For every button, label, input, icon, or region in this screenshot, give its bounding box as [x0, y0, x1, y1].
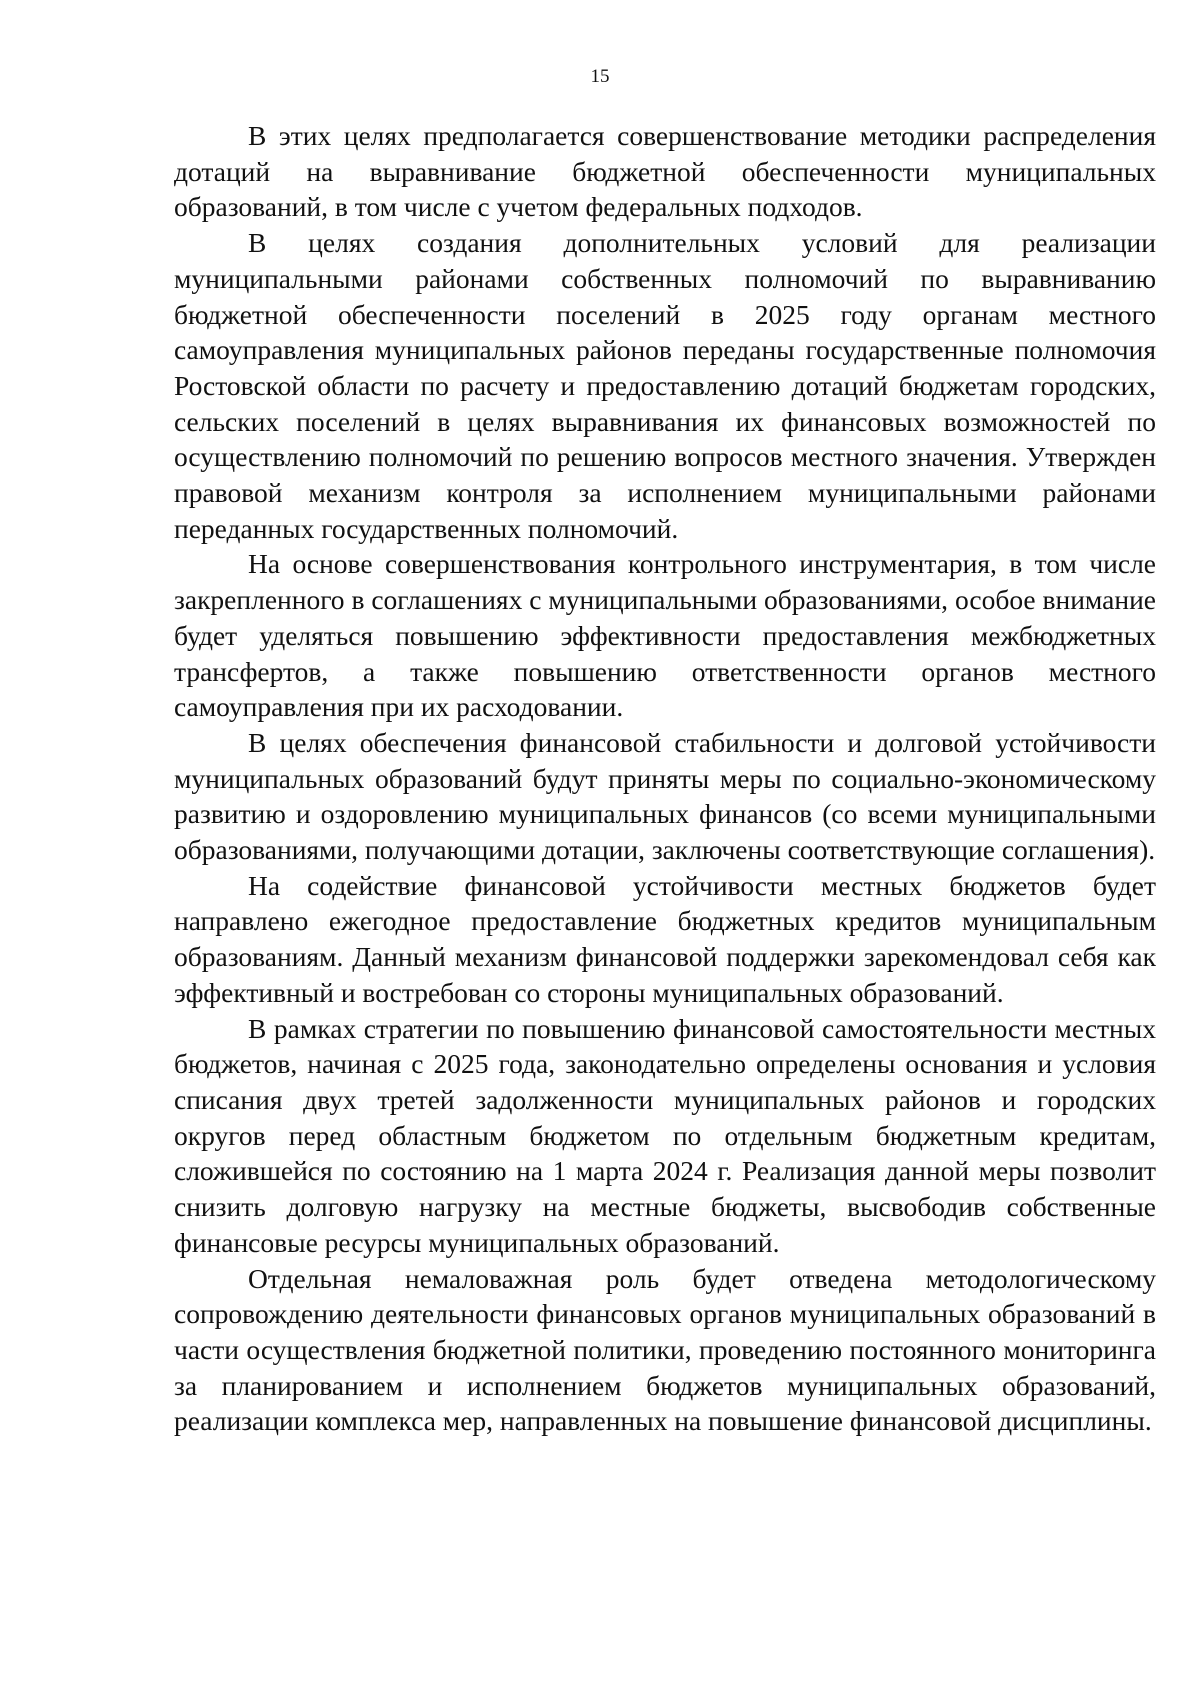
page-number: 15	[590, 66, 610, 87]
paragraph-control-tools: На основе совершенствования контрольного инструментария, в том числе закрепленного в соглашениях с муниципальными образованиями, особое внимание будет уделяться повышению эффективности предоставления межбюджетных трансфертов, а также повышению ответственности органов местного самоуправления при их расходовании.	[174, 548, 1156, 723]
paragraph-delegated-powers: В целях создания дополнительных условий для реализации муниципальными районами собственных полномочий по выравниванию бюджетной обеспеченности поселений в 2025 году органам местного самоуправления муниципальных районов переданы государственные полномочия Ростовской области по расчету и предоставлению дотаций бюджетам городских, сельских поселений в целях выравнивания их финансовых возможностей по осуществлению полномочий по решению вопросов местного значения. Утвержден правовой механизм контроля за исполнением муниципальными районами переданных государственных полномочий.	[174, 227, 1156, 544]
paragraph-budget-credits: На содействие финансовой устойчивости местных бюджетов будет направлено ежегодное предоставление бюджетных кредитов муниципальным образованиям. Данный механизм финансовой поддержки зарекомендовал себя как эффективный и востребован со стороны муниципальных образований.	[174, 869, 1156, 1008]
paragraph-equalization-method: В этих целях предполагается совершенствование методики распределения дотаций на выравнивание бюджетной обеспеченности муниципальных образований, в том числе с учетом федеральных подходов.	[174, 120, 1156, 223]
document-body	[174, 118, 1156, 1439]
paragraph-methodological-support: Отдельная немаловажная роль будет отведена методологическому сопровождению деятельности финансовых органов муниципальных образований в части осуществления бюджетной политики, проведению постоянного мониторинга за планированием и исполнением бюджетов муниципальных образований, реализации комплекса мер, направленных на повышение финансовой дисциплины.	[174, 1262, 1156, 1437]
paragraph-financial-stability: В целях обеспечения финансовой стабильности и долговой устойчивости муниципальных образований будут приняты меры по социально-экономическому развитию и оздоровлению муниципальных финансов (со всеми муниципальными образованиями, получающими дотации, заключены соответствующие соглашения).	[174, 726, 1156, 866]
paragraph-debt-writeoff: В рамках стратегии по повышению финансовой самостоятельности местных бюджетов, начиная с 2025 года, законодательно определены основания и условия списания двух третей задолженности муниципальных районов и городских округов перед областным бюджетом по отдельным бюджетным кредитам, сложившейся по состоянию на 1 марта 2024 г. Реализация данной меры позволит снизить долговую нагрузку на местные бюджеты, высвободив собственные финансовые ресурсы муниципальных образований.	[174, 1012, 1156, 1258]
